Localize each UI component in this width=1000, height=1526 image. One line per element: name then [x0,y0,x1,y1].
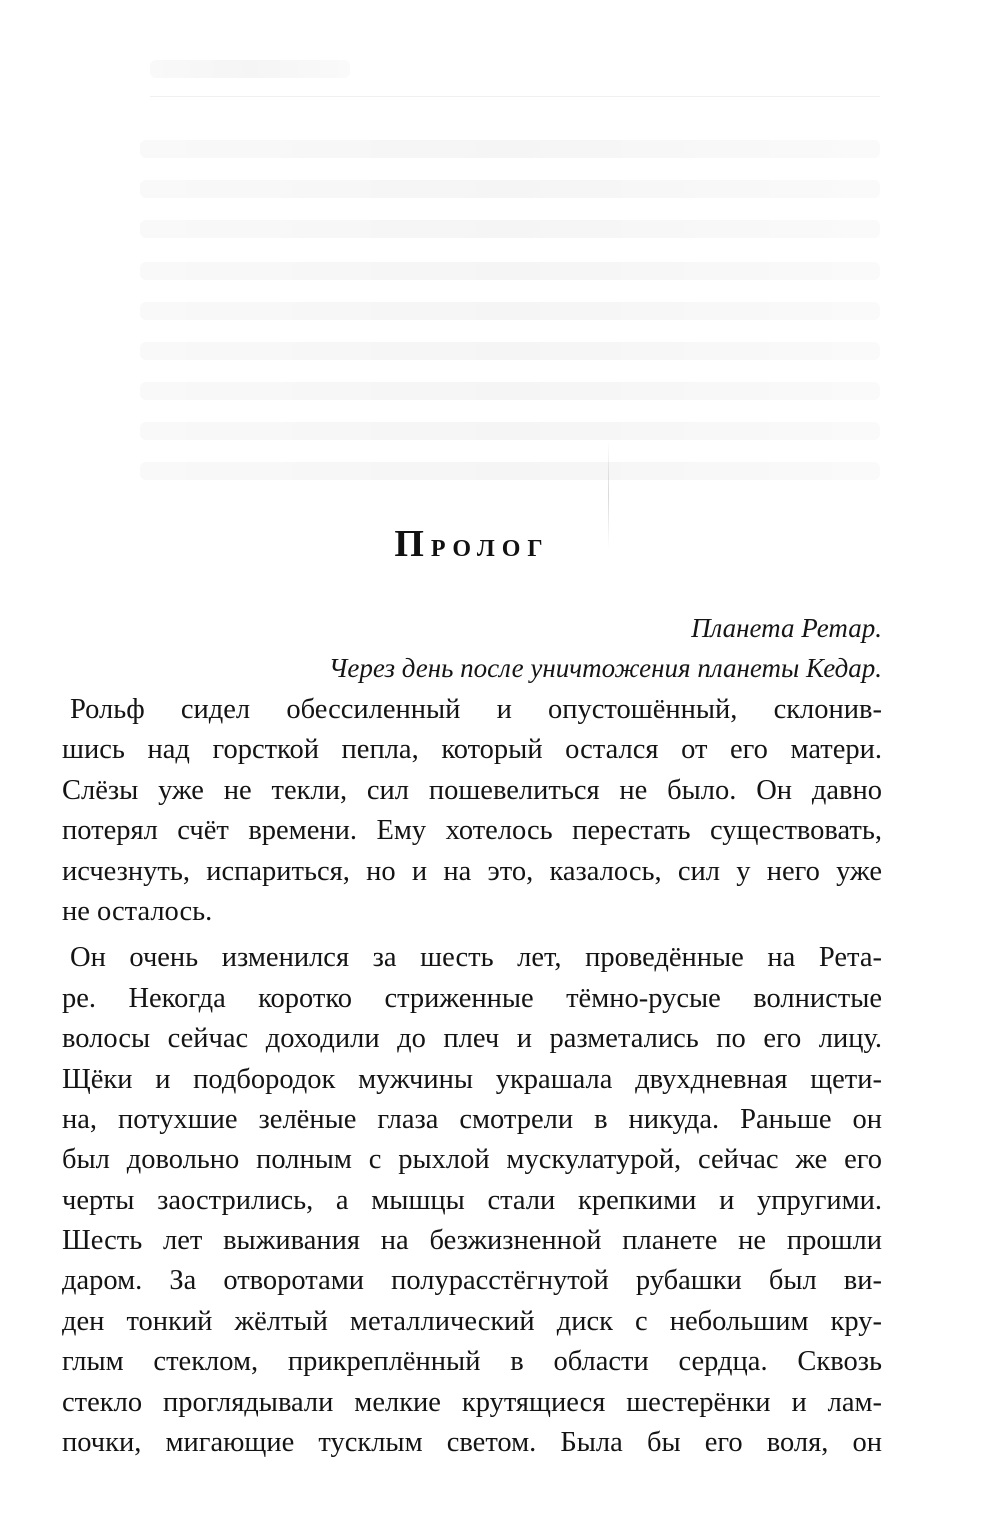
text-line: потерял счёт времени. Ему хотелось перестать существовать, [62,815,882,847]
text-line: исчезнуть, испариться, но и на это, казалось, сил у него уже [62,855,882,887]
chapter-title [62,522,882,568]
bleed-text-line [140,262,880,280]
reverse-page-bleed-through [0,0,1000,500]
bleed-text-line [140,422,880,440]
epigraph-location: Планета Ретар. [691,613,882,643]
text-line: шись над горсткой пепла, который остался от его матери. [62,734,882,766]
text-line: Щёки и подбородок мужчины украшала двухдневная щети- [62,1063,882,1095]
text-line: Рольф сидел обессиленный и опустошённый, склонив- [70,694,882,725]
text-line: на, потухшие зелёные глаза смотрели в никуда. Раньше он [62,1103,882,1135]
text-line: Слёзы уже не текли, сил пошевелиться не было. Он давно [62,774,882,806]
bleed-text-line [140,462,880,480]
bleed-header-rule [150,96,880,97]
bleed-text-line [140,140,880,158]
epigraph-time: Через день после уничтожения планеты Кедар. [328,653,882,683]
epigraph [62,608,882,688]
paragraph-1 [62,690,882,932]
body-text [62,690,882,1469]
text-line: Он очень изменился за шесть лет, проведённые на Рета- [70,942,882,974]
chapter-title-rest: ролог [430,527,550,564]
bleed-text-line [140,220,880,238]
text-line: волосы сейчас доходили до плеч и разметались по его лицу. [62,1023,882,1055]
text-line: глым стеклом, прикреплённый в области сердца. Сквозь [62,1346,882,1378]
bleed-text-line [140,180,880,198]
paragraph-2 [62,938,882,1463]
bleed-text-line [140,342,880,360]
text-line: черты заострились, а мышцы стали крепкими и упругими. [62,1184,882,1216]
chapter-title-initial: П [394,523,431,565]
bleed-text-line [140,302,880,320]
text-line: почки, мигающие тусклым светом. Была бы его воля, он [62,1427,882,1459]
bleed-text-line [150,60,350,78]
text-line: не осталось. [62,895,213,927]
text-line: ре. Некогда коротко стриженные тёмно-русые волнистые [62,982,882,1014]
text-line: стекло проглядывали мелкие крутящиеся шестерёнки и лам- [62,1386,882,1418]
text-line: был довольно полным с рыхлой мускулатурой, сейчас же его [62,1144,882,1176]
text-line: ден тонкий жёлтый металлический диск с небольшим кру- [62,1305,882,1337]
text-line: Шесть лет выживания на безжизненной планете не прошли [62,1225,882,1257]
bleed-text-line [140,382,880,400]
text-line: даром. За отворотами полурасстёгнутой рубашки был ви- [62,1265,882,1297]
